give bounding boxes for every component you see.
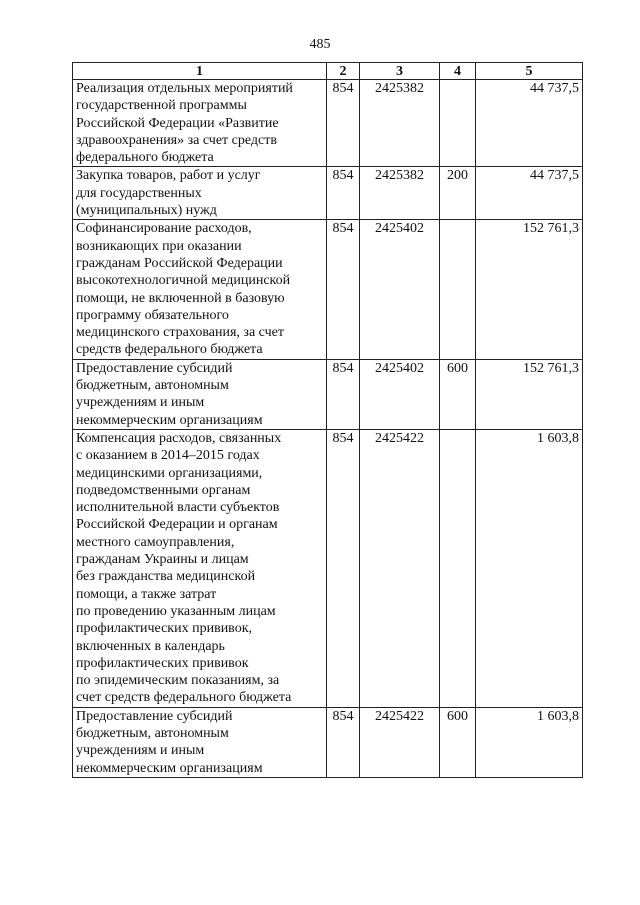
row-amount: 152 761,3 bbox=[476, 359, 583, 429]
description-line: бюджетным, автономным bbox=[76, 725, 229, 741]
description-line: учреждениям и иным bbox=[76, 395, 205, 411]
row-target-article: 2425422 bbox=[360, 707, 440, 777]
row-ministry-code: 854 bbox=[327, 167, 360, 220]
row-description bbox=[73, 80, 327, 167]
description-line: высокотехнологичной медицинской bbox=[76, 273, 291, 289]
table-row bbox=[73, 80, 583, 167]
row-amount: 44 737,5 bbox=[476, 167, 583, 220]
table-row bbox=[73, 429, 583, 707]
description-line: Российской Федерации и органам bbox=[76, 517, 278, 533]
table-row bbox=[73, 220, 583, 359]
table-row bbox=[73, 167, 583, 220]
description-line: средств федерального бюджета bbox=[76, 342, 263, 358]
row-expense-type bbox=[440, 80, 476, 167]
description-line: помощи, а также затрат bbox=[76, 586, 217, 602]
description-line: местного самоуправления, bbox=[76, 534, 235, 550]
description-line: без гражданства медицинской bbox=[76, 569, 256, 585]
description-line: медицинского страхования, за счет bbox=[76, 325, 284, 341]
description-line: для государственных bbox=[76, 185, 202, 201]
row-target-article: 2425402 bbox=[360, 220, 440, 359]
table-row bbox=[73, 359, 583, 429]
header-col-1: 1 bbox=[73, 63, 327, 80]
description-line: федерального бюджета bbox=[76, 150, 214, 166]
description-line: профилактических прививок bbox=[76, 655, 249, 671]
description-line: медицинскими организациями, bbox=[76, 465, 263, 481]
description-line: Предоставление субсидий bbox=[76, 708, 233, 724]
row-target-article: 2425422 bbox=[360, 429, 440, 707]
header-col-4: 4 bbox=[440, 63, 476, 80]
row-target-article: 2425382 bbox=[360, 167, 440, 220]
row-description bbox=[73, 707, 327, 777]
description-line: Реализация отдельных мероприятий bbox=[76, 81, 293, 96]
description-line: Предоставление субсидий bbox=[76, 360, 233, 376]
description-line: бюджетным, автономным bbox=[76, 378, 229, 394]
page-number: 485 bbox=[309, 37, 331, 52]
description-line: некоммерческим организациям bbox=[76, 412, 263, 428]
row-target-article: 2425382 bbox=[360, 80, 440, 167]
table-row bbox=[73, 707, 583, 777]
description-line: по эпидемическим показаниям, за bbox=[76, 673, 280, 689]
table-header-row bbox=[73, 63, 583, 80]
row-description bbox=[73, 359, 327, 429]
row-description bbox=[73, 220, 327, 359]
description-line: гражданам Украины и лицам bbox=[76, 552, 249, 568]
row-description bbox=[73, 429, 327, 707]
description-line: профилактических прививок, bbox=[76, 621, 252, 637]
row-expense-type bbox=[440, 220, 476, 359]
description-line: некоммерческим организациям bbox=[76, 760, 263, 776]
description-line: государственной программы bbox=[76, 98, 247, 114]
description-line: включенных в календарь bbox=[76, 638, 225, 654]
header-col-2: 2 bbox=[327, 63, 360, 80]
row-ministry-code: 854 bbox=[327, 80, 360, 167]
budget-table bbox=[72, 62, 583, 778]
row-amount: 152 761,3 bbox=[476, 220, 583, 359]
row-expense-type: 200 bbox=[440, 167, 476, 220]
description-line: подведомственными органам bbox=[76, 482, 251, 498]
description-line: (муниципальных) нужд bbox=[76, 203, 217, 219]
row-ministry-code: 854 bbox=[327, 429, 360, 707]
header-col-5: 5 bbox=[476, 63, 583, 80]
row-amount: 44 737,5 bbox=[476, 80, 583, 167]
description-line: здравоохранения» за счет средств bbox=[76, 132, 277, 148]
description-line: гражданам Российской Федерации bbox=[76, 255, 283, 271]
header-col-3: 3 bbox=[360, 63, 440, 80]
description-line: Компенсация расходов, связанных bbox=[76, 430, 282, 446]
description-line: Софинансирование расходов, bbox=[76, 221, 252, 237]
row-amount: 1 603,8 bbox=[476, 429, 583, 707]
row-description bbox=[73, 167, 327, 220]
description-line: возникающих при оказании bbox=[76, 238, 242, 254]
row-target-article: 2425402 bbox=[360, 359, 440, 429]
row-expense-type: 600 bbox=[440, 359, 476, 429]
row-expense-type: 600 bbox=[440, 707, 476, 777]
description-line: программу обязательного bbox=[76, 307, 229, 323]
table-body bbox=[73, 80, 583, 778]
description-line: исполнительной власти субъектов bbox=[76, 500, 280, 516]
row-ministry-code: 854 bbox=[327, 707, 360, 777]
description-line: счет средств федерального бюджета bbox=[76, 690, 292, 706]
description-line: Российской Федерации «Развитие bbox=[76, 115, 279, 131]
row-expense-type bbox=[440, 429, 476, 707]
row-ministry-code: 854 bbox=[327, 220, 360, 359]
description-line: с оказанием в 2014–2015 годах bbox=[76, 448, 260, 464]
description-line: Закупка товаров, работ и услуг bbox=[76, 168, 261, 184]
description-line: помощи, не включенной в базовую bbox=[76, 290, 285, 306]
description-line: учреждениям и иным bbox=[76, 743, 205, 759]
description-line: по проведению указанным лицам bbox=[76, 603, 276, 619]
row-amount: 1 603,8 bbox=[476, 707, 583, 777]
row-ministry-code: 854 bbox=[327, 359, 360, 429]
